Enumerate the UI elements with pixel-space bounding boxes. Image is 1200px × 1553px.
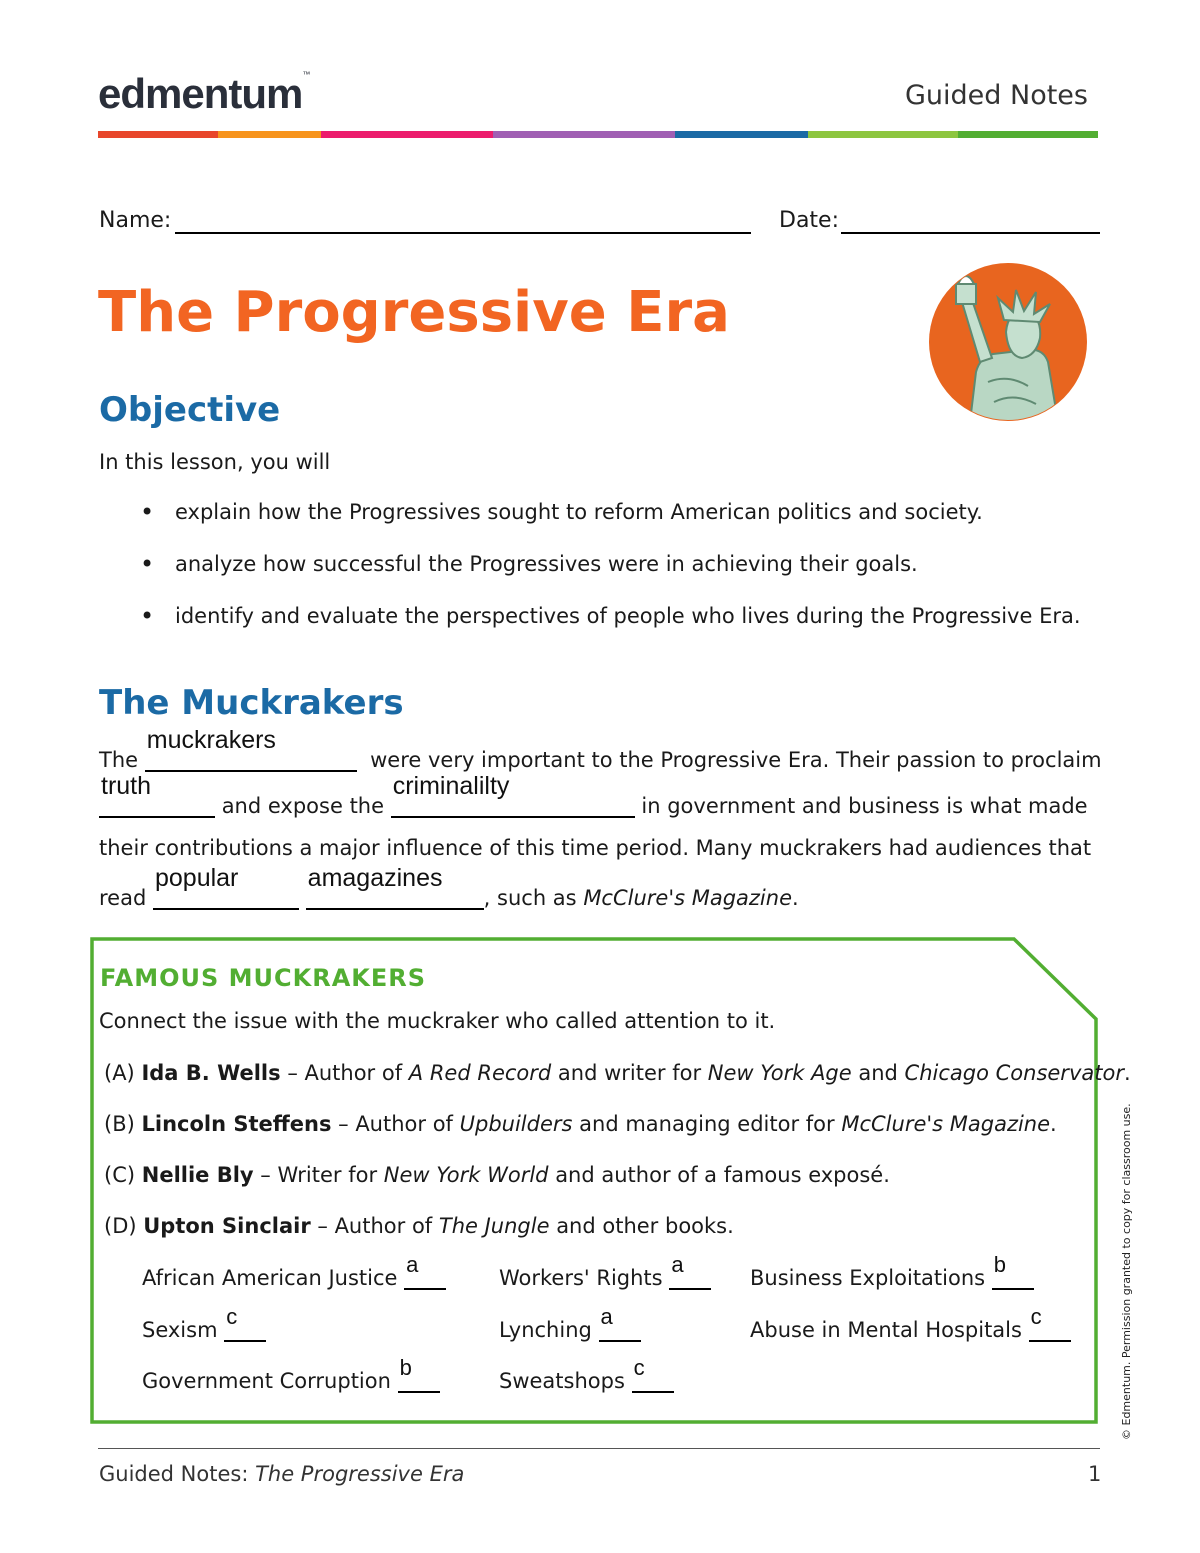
objective-heading: Objective [99,390,281,430]
text: McClure's Magazine [583,886,792,910]
objective-list [140,500,1081,656]
text: were very important to the Progressive Era. Their passion to proclaim [370,748,1102,772]
color-bar-segment [98,131,218,138]
handwritten-answer: criminalilty [392,772,510,800]
answer-blank[interactable] [145,726,357,772]
answer-blank[interactable]: c [1029,1318,1071,1342]
muckraker-entry: (A) Ida B. Wells – Author of A Red Record and writer for New York Age and Chicago Conservator. [104,1061,1131,1085]
issue-item: Workers' Rights a [499,1266,711,1290]
answer-blank[interactable]: c [632,1369,674,1393]
answer-blank[interactable]: b [992,1266,1034,1290]
handwritten-answer: amagazines [307,864,443,892]
text: , such as [483,886,577,910]
date-label: Date: [779,208,839,233]
footer-title: Guided Notes: The Progressive Era [99,1462,465,1486]
muckrakers-heading: The Muckrakers [99,683,404,723]
color-bar-segment [958,131,1098,138]
text: read [99,886,147,910]
answer-blank[interactable] [391,772,635,818]
footer-divider [98,1448,1100,1449]
name-field[interactable] [175,232,751,234]
edmentum-logo: edmentum™ [98,70,310,117]
answer-blank[interactable]: a [599,1318,641,1342]
color-bar [98,131,1098,138]
page-title: The Progressive Era [98,280,730,345]
color-bar-segment [218,131,321,138]
date-field[interactable] [841,232,1100,234]
issue-item: Business Exploitations b [750,1266,1034,1290]
issue-item: African American Justice a [142,1266,446,1290]
list-item: • explain how the Progressives sought to reform American politics and society. [140,500,1081,552]
handwritten-answer: muckrakers [146,726,276,754]
issue-item: Government Corruption b [142,1369,440,1393]
statue-of-liberty-icon [918,262,1098,422]
muckraker-entry: (C) Nellie Bly – Writer for New York World and author of a famous exposé. [104,1163,890,1187]
matching-instruction: Connect the issue with the muckraker who called attention to it. [99,1009,776,1033]
paragraph-line-4 [99,864,799,910]
answer-blank[interactable] [306,864,484,910]
answer-blank[interactable]: b [398,1369,440,1393]
name-label: Name: [99,208,172,233]
issue-item: Abuse in Mental Hospitals c [750,1318,1071,1342]
page-number: 1 [1088,1462,1102,1486]
handwritten-answer: popular [154,864,239,892]
issue-item: Sweatshops c [499,1369,674,1393]
text: . [792,886,799,910]
paragraph-line-1 [99,726,1102,772]
copyright-notice: © Edmentum. Permission granted to copy for classroom use. [1120,1103,1133,1440]
color-bar-segment [493,131,675,138]
color-bar-segment [675,131,808,138]
paragraph-line-2 [99,772,1088,818]
color-bar-segment [808,131,958,138]
text: The [99,748,139,772]
list-item: • analyze how successful the Progressives were in achieving their goals. [140,552,1081,604]
handwritten-answer: truth [101,772,152,800]
issue-item: Sexism c [142,1318,266,1342]
objective-intro: In this lesson, you will [99,450,331,474]
color-bar-segment [321,131,493,138]
muckraker-entry: (D) Upton Sinclair – Author of The Jungle and other books. [104,1214,734,1238]
text: and expose the [221,794,385,818]
muckraker-entry: (B) Lincoln Steffens – Author of Upbuilders and managing editor for McClure's Magazine. [104,1112,1057,1136]
issue-item: Lynching a [499,1318,641,1342]
text: in government and business is what made [641,794,1088,818]
answer-blank[interactable] [153,864,299,910]
paragraph-line-3: their contributions a major influence of this time period. Many muckrakers had audiences that [99,836,1092,860]
list-item: • identify and evaluate the perspectives of people who lives during the Progressive Era. [140,604,1081,656]
answer-blank[interactable]: a [404,1266,446,1290]
answer-blank[interactable]: c [224,1318,266,1342]
famous-muckrakers-title: FAMOUS MUCKRAKERS [100,964,427,992]
header-label: Guided Notes [905,80,1088,111]
answer-blank[interactable] [99,772,215,818]
answer-blank[interactable]: a [669,1266,711,1290]
